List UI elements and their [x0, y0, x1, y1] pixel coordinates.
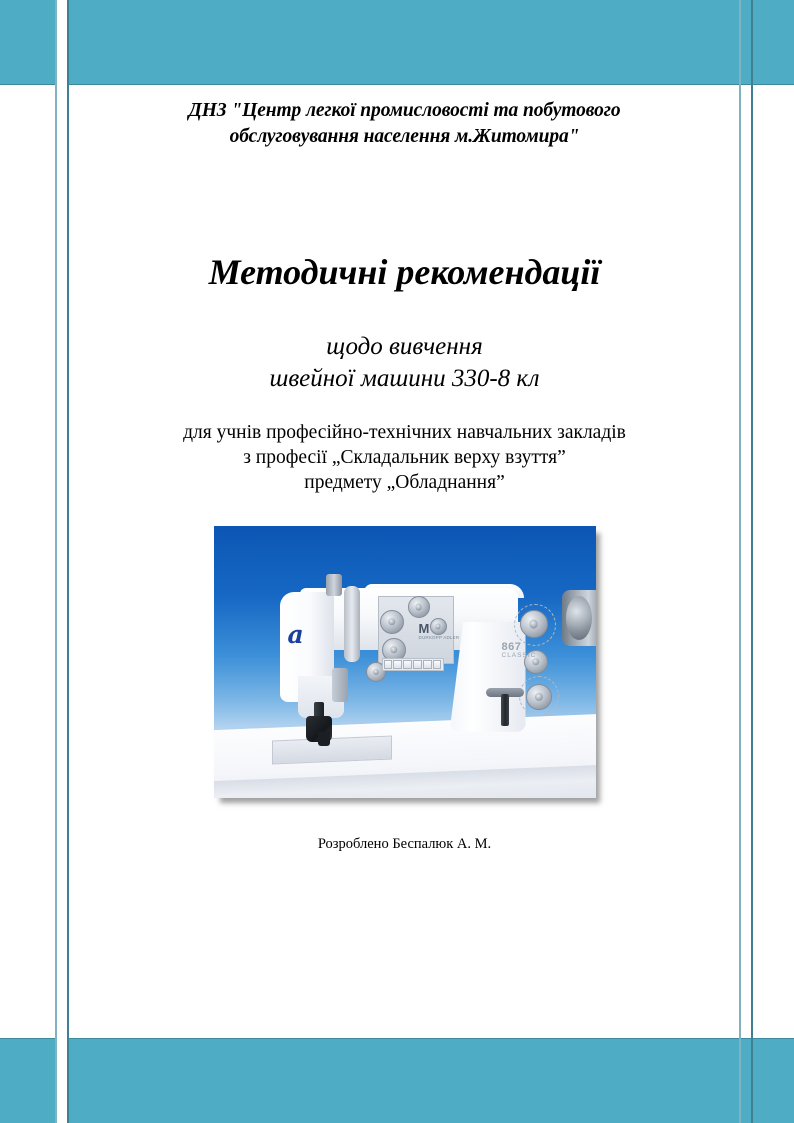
border-band-top-left: [0, 0, 55, 85]
border-band-top-right: [68, 0, 794, 85]
presser-foot-tip: [318, 732, 330, 746]
machine-button-panel: [382, 658, 444, 671]
presser-foot-dial: [526, 684, 552, 710]
machine-logo-icon: a: [287, 619, 304, 649]
machine-side-bracket: [332, 668, 348, 702]
document-audience: [70, 421, 739, 496]
panel-button-4: [413, 660, 422, 669]
machine-handwheel: [566, 596, 592, 640]
organization-name-line-2: обслуговування населення м.Житомира": [229, 125, 580, 147]
machine-model-label: [502, 642, 537, 660]
border-rule-left-inner: [67, 0, 69, 1123]
document-subtitle: [70, 331, 739, 395]
panel-button-2: [393, 660, 402, 669]
figure-container: [70, 526, 739, 798]
border-edge-top-left: [0, 84, 55, 85]
document-cover-content: [70, 86, 739, 1038]
border-band-bottom-right: [68, 1038, 794, 1123]
organization-name: [125, 98, 685, 149]
page-title: Методичні рекомендації: [208, 252, 601, 293]
organization-name-line-1: ДНЗ "Центр легкої промисловості та побутового: [188, 100, 621, 121]
machine-brand-label: [419, 622, 460, 641]
border-rule-right-inner: [751, 0, 753, 1123]
document-audience-line-1: для учнів професійно-технічних навчальних закладів: [183, 422, 626, 444]
machine-brand-sublabel: DURKOPP ADLER: [418, 634, 460, 640]
border-rule-left-outer: [55, 0, 57, 1123]
machine-brand-letter: M: [418, 620, 429, 636]
border-edge-bottom-right: [68, 1038, 794, 1039]
stitch-length-dial: [520, 610, 548, 638]
document-subtitle-line-2: швейної машини 330-8 кл: [269, 365, 540, 393]
tension-knob-1: [380, 610, 404, 634]
thread-stand-cylinder: [326, 574, 342, 596]
sewing-machine-photo: [214, 526, 596, 798]
panel-button-3: [403, 660, 412, 669]
border-band-bottom-left: [0, 1038, 55, 1123]
take-up-lever-guard: [344, 586, 360, 662]
author-credit: Розроблено Беспалюк А. М.: [317, 835, 492, 852]
document-audience-line-2: з професії „Складальник верху взуття”: [243, 447, 566, 469]
tension-knob-3: [408, 596, 430, 618]
machine-model-number: 867: [501, 640, 522, 653]
border-edge-bottom-left: [0, 1038, 55, 1039]
border-rule-right-outer: [739, 0, 741, 1123]
panel-button-5: [423, 660, 432, 669]
panel-button-6: [433, 660, 442, 669]
needle-plate: [272, 735, 392, 764]
machine-model-series: CLASSIC: [501, 652, 537, 660]
presser-lifter-stem: [501, 694, 509, 726]
panel-button-1: [384, 660, 393, 669]
border-edge-top-right: [68, 84, 794, 85]
document-subtitle-line-1: щодо вивчення: [326, 333, 483, 361]
document-audience-line-3: предмету „Обладнання”: [304, 471, 505, 493]
